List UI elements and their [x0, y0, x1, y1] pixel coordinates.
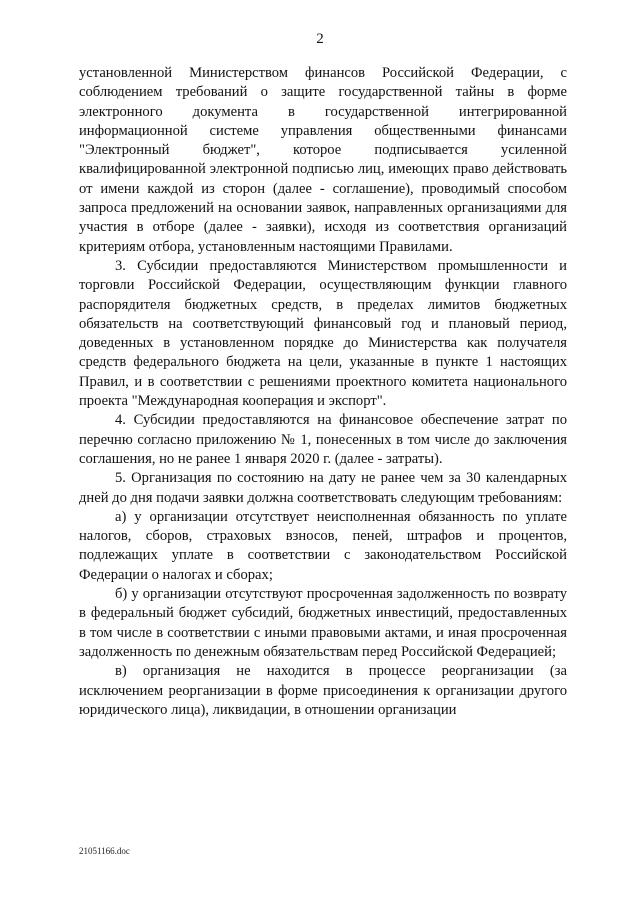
paragraph-subitem-v: в) организация не находится в процессе реорганизации (за исключением реорганизации в форме присоединения к организации другого юридического лица), ликвидации, в отношении организации — [79, 663, 567, 718]
page-number: 2 — [316, 31, 324, 47]
paragraph-item-5: 5. Организация по состоянию на дату не ранее чем за 30 календарных дней до дня подачи заявки должна соответствовать следующим требованиям: — [79, 470, 567, 506]
body-text — [79, 64, 567, 720]
footer-document-code: 21051166.doc — [79, 846, 130, 856]
paragraph-subitem-b: б) у организации отсутствуют просроченная задолженность по возврату в федеральный бюджет субсидий, бюджетных инвестиций, предоставленных в том числе в соответствии с иными правовыми актами, и иная просроченная задолженность по денежным обязательствам перед Российской Федерацией; — [79, 586, 567, 660]
paragraph-item-4: 4. Субсидии предоставляются на финансовое обеспечение затрат по перечню согласно приложению № 1, понесенных в том числе до заключения соглашения, но не ранее 1 января 2020 г. (далее - затраты). — [79, 412, 567, 467]
paragraph-continuation: установленной Министерством финансов Российской Федерации, с соблюдением требований о защите государственной тайны в форме электронного документа в государственной интегрированной информационной системе управления общественными финансами "Электронный бюджет", которое подписывается усиленной квалифицированной электронной подписью лиц, имеющих право действовать от имени каждой из сторон (далее - соглашение), проводимый способом запроса предложений на основании заявок, направленных организациями для участия в отборе (далее - заявки), исходя из соответствия организаций критериям отбора, установленным настоящими Правилами. — [79, 65, 567, 255]
paragraph-subitem-a: а) у организации отсутствует неисполненная обязанность по уплате налогов, сборов, страховых взносов, пеней, штрафов и процентов, подлежащих уплате в соответствии с законодательством Российской Федерации о налогах и сборах; — [79, 508, 567, 583]
paragraph-item-3: 3. Субсидии предоставляются Министерством промышленности и торговли Российской Федерации, осуществляющим функции главного распорядителя бюджетных средств, в пределах лимитов бюджетных обязательств на соответствующий финансовый год и плановый период, доведенных в установленном порядке до Министерства как получателя средств федерального бюджета на цели, указанные в пункте 1 настоящих Правил, и в соответствии с решениями проектного комитета национального проекта "Международная кооперация и экспорт". — [79, 257, 567, 410]
